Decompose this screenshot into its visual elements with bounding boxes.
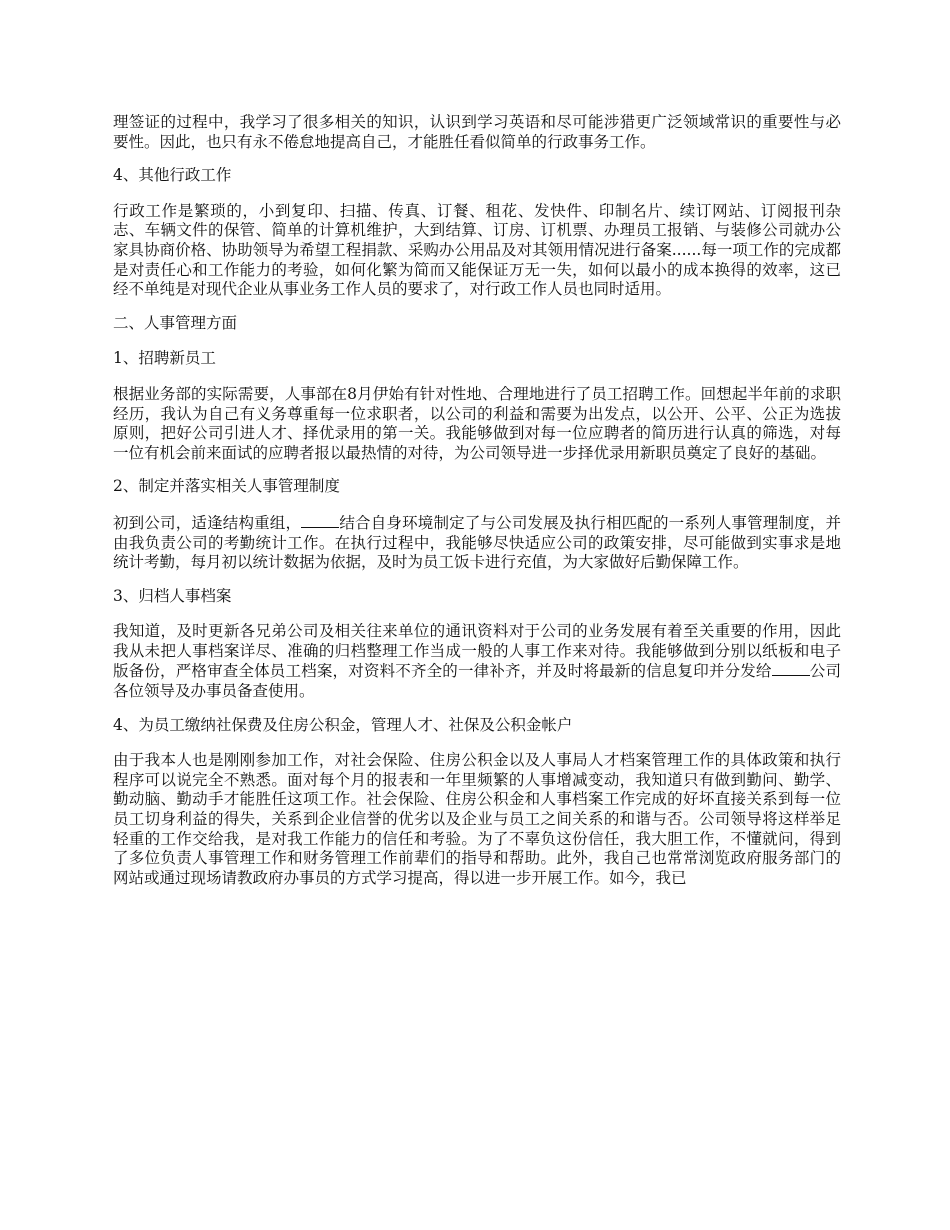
blank-underline <box>772 661 810 676</box>
paragraph-hr-policies-rest: 结合自身环境制定了与公司发展及执行相匹配的一系列人事管理制度，并由我负责公司的考勤统计工作。在执行过程中，我能够尽快适应公司的政策安排，尽可能做到实事求是地统计考勤，每月初以统计数据为依据，及时为员工饭卡进行充值，为大家做好后勤保障工作。 <box>113 513 841 572</box>
heading-archive-files: 3、归档人事档案 <box>113 586 232 605</box>
heading-other-admin-work: 4、其他行政工作 <box>113 166 232 185</box>
heading-recruit-new-staff: 1、招聘新员工 <box>113 349 216 368</box>
heading-social-insurance: 4、为员工缴纳社保费及住房公积金，管理人才、社保及公积金帐户 <box>113 715 573 734</box>
blank-underline <box>301 513 339 528</box>
paragraph-visa-learning: 理签证的过程中，我学习了很多相关的知识，认识到学习英语和尽可能涉猎更广泛领域常识的重要性与必要性。因此，也只有永不倦怠地提高自己，才能胜任看似简单的行政事务工作。 <box>113 113 841 151</box>
heading-hr-management: 二、人事管理方面 <box>113 313 238 332</box>
paragraph-hr-policies <box>113 513 841 573</box>
paragraph-hr-policies-start: 初到公司，适逢结构重组， <box>113 513 302 532</box>
paragraph-social-insurance: 由于我本人也是刚刚参加工作，对社会保险、住房公积金以及人事局人才档案管理工作的具体政策和执行程序可以说完全不熟悉。面对每个月的报表和一年里频繁的人事增减变动，我知道只有做到勤问、勤学、勤动脑、勤动手才能胜任这项工作。社会保险、住房公积金和人事档案工作完成的好坏直接关系到每一位员工切身利益的得失，关系到企业信誉的优劣以及企业与员工之间关系的和谐与否。公司领导将这样举足轻重的工作交给我，是对我工作能力的信任和考验。为了不辜负这份信任，我大胆工作，不懂就问，得到了多位负责人事管理工作和财务管理工作前辈们的指导和帮助。此外，我自己也常常浏览政府服务部门的网站或通过现场请教政府办事员的方式学习提高，得以进一步开展工作。如今，我已 <box>113 751 841 887</box>
paragraph-recruitment: 根据业务部的实际需要，人事部在8月伊始有针对性地、合理地进行了员工招聘工作。回想起半年前的求职经历，我认为自己有义务尊重每一位求职者，以公司的利益和需要为出发点，以公开、公平、公正为选拔原则，把好公司引进人才、择优录用的第一关。我能够做到对每一位应聘者的简历进行认真的筛选，对每一位有机会前来面试的应聘者报以最热情的对待，为公司领导进一步择优录用新职员奠定了良好的基础。 <box>113 384 841 462</box>
heading-hr-policies: 2、制定并落实相关人事管理制度 <box>113 477 340 496</box>
paragraph-archive-files <box>113 622 841 701</box>
paragraph-archive-files-start: 我知道，及时更新各兄弟公司及相关往来单位的通讯资料对于公司的业务发展有着至关重要的作用，因此我从未把人事档案详尽、准确的归档整理工作当成一般的人事工作来对待。我能够做到分别以纸板和电子版备份，严格审查全体员工档案，对资料不齐全的一律补齐，并及时将最新的信息复印并分发给 <box>113 622 841 681</box>
document-page <box>113 113 841 902</box>
paragraph-archive-files-rest: 公司各位领导及办事员备查使用。 <box>113 662 841 701</box>
paragraph-admin-work: 行政工作是繁琐的，小到复印、扫描、传真、订餐、租花、发快件、印制名片、续订网站、订阅报刊杂志、车辆文件的保管、简单的计算机维护，大到结算、订房、订机票、办理员工报销、与装修公司就办公家具协商价格、协助领导为希望工程捐款、采购办公用品及对其领用情况进行备案......每一项工作的完成都是对责任心和工作能力的考验，如何化繁为简而又能保证万无一失，如何以最小的成本换得的效率，这已经不单纯是对现代企业从事业务工作人员的要求了，对行政工作人员也同时适用。 <box>113 201 841 299</box>
